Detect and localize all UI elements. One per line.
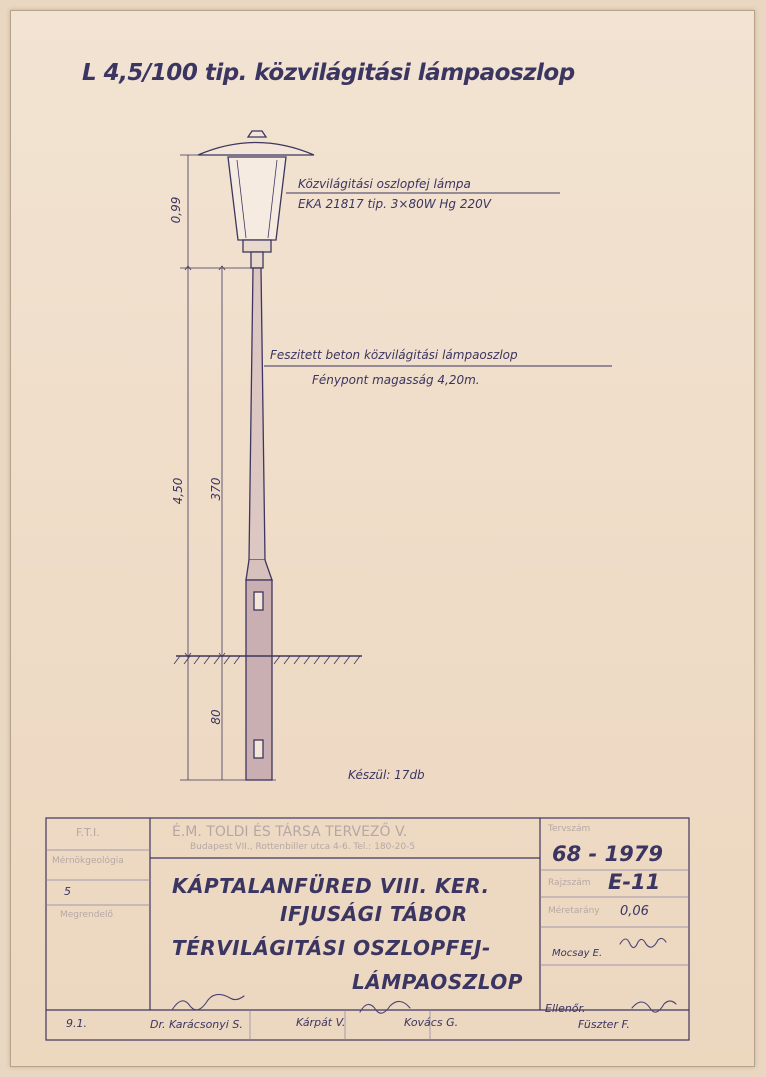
label-number: Tervszám <box>548 824 591 834</box>
label-sheet: Rajzszám <box>548 878 591 888</box>
sheet-code: E-11 <box>608 870 661 894</box>
person-fuszter: Füszter F. <box>578 1018 630 1031</box>
quantity-note: Készül: 17db <box>348 768 425 782</box>
person-mocsay: Mocsay E. <box>552 948 603 959</box>
lamp-annotation-line2: EKA 21817 tip. 3×80W Hg 220V <box>298 197 491 211</box>
project-line1: KÁPTALANFÜRED VIII. KER. <box>172 874 490 898</box>
person-karpat: Kárpát V. <box>296 1016 346 1029</box>
dim-total-label: 4,50 <box>171 477 185 505</box>
left-row-a: 5 <box>64 885 71 898</box>
label-check: Ellenőr. <box>545 1002 586 1015</box>
drawing-number: 68 - 1979 <box>552 842 664 866</box>
pole-annotation-line2: Fénypont magasság 4,20m. <box>312 373 480 387</box>
signature-karacsonyi <box>172 994 244 1010</box>
project-line3: TÉRVILÁGITÁSI OSZLOPFEJ- <box>172 936 491 960</box>
signature-kovacs <box>360 1001 410 1013</box>
scale-value: 0,06 <box>620 904 649 919</box>
pole-annotation-line1: Feszitett beton közvilágitási lámpaoszlop <box>270 348 518 362</box>
drawing-title: L 4,5/100 tip. közvilágitási lámpaoszlop <box>82 60 575 86</box>
left-bottom: 9.1. <box>66 1017 87 1030</box>
project-line2: IFJUSÁGI TÁBOR <box>280 902 468 926</box>
left-row-b: Megrendelő <box>60 910 114 920</box>
lamp-annotation-line1: Közvilágitási oszlopfej lámpa <box>298 177 471 191</box>
firm-name: É.M. TOLDI ÉS TÁRSA TERVEZŐ V. <box>172 824 408 840</box>
signature-mocsay <box>620 938 666 947</box>
dim-shaft-label: 370 <box>209 477 223 501</box>
firm-address: Budapest VII., Rottenbiller utca 4-6. Tel.: 180-20-5 <box>190 842 416 852</box>
org-code: F.T.I. <box>76 826 100 839</box>
person-karacsonyi: Dr. Karácsonyi S. <box>150 1018 243 1031</box>
org-dept: Mérnökgeológia <box>52 856 124 866</box>
dim-buried-label: 80 <box>209 709 223 725</box>
signature-fuszter <box>632 1001 676 1012</box>
dim-head-label: 0,99 <box>169 196 183 224</box>
person-kovacs: Kovács G. <box>404 1016 459 1029</box>
project-line4: LÁMPAOSZLOP <box>352 970 523 994</box>
label-scale: Méretarány <box>548 906 600 916</box>
